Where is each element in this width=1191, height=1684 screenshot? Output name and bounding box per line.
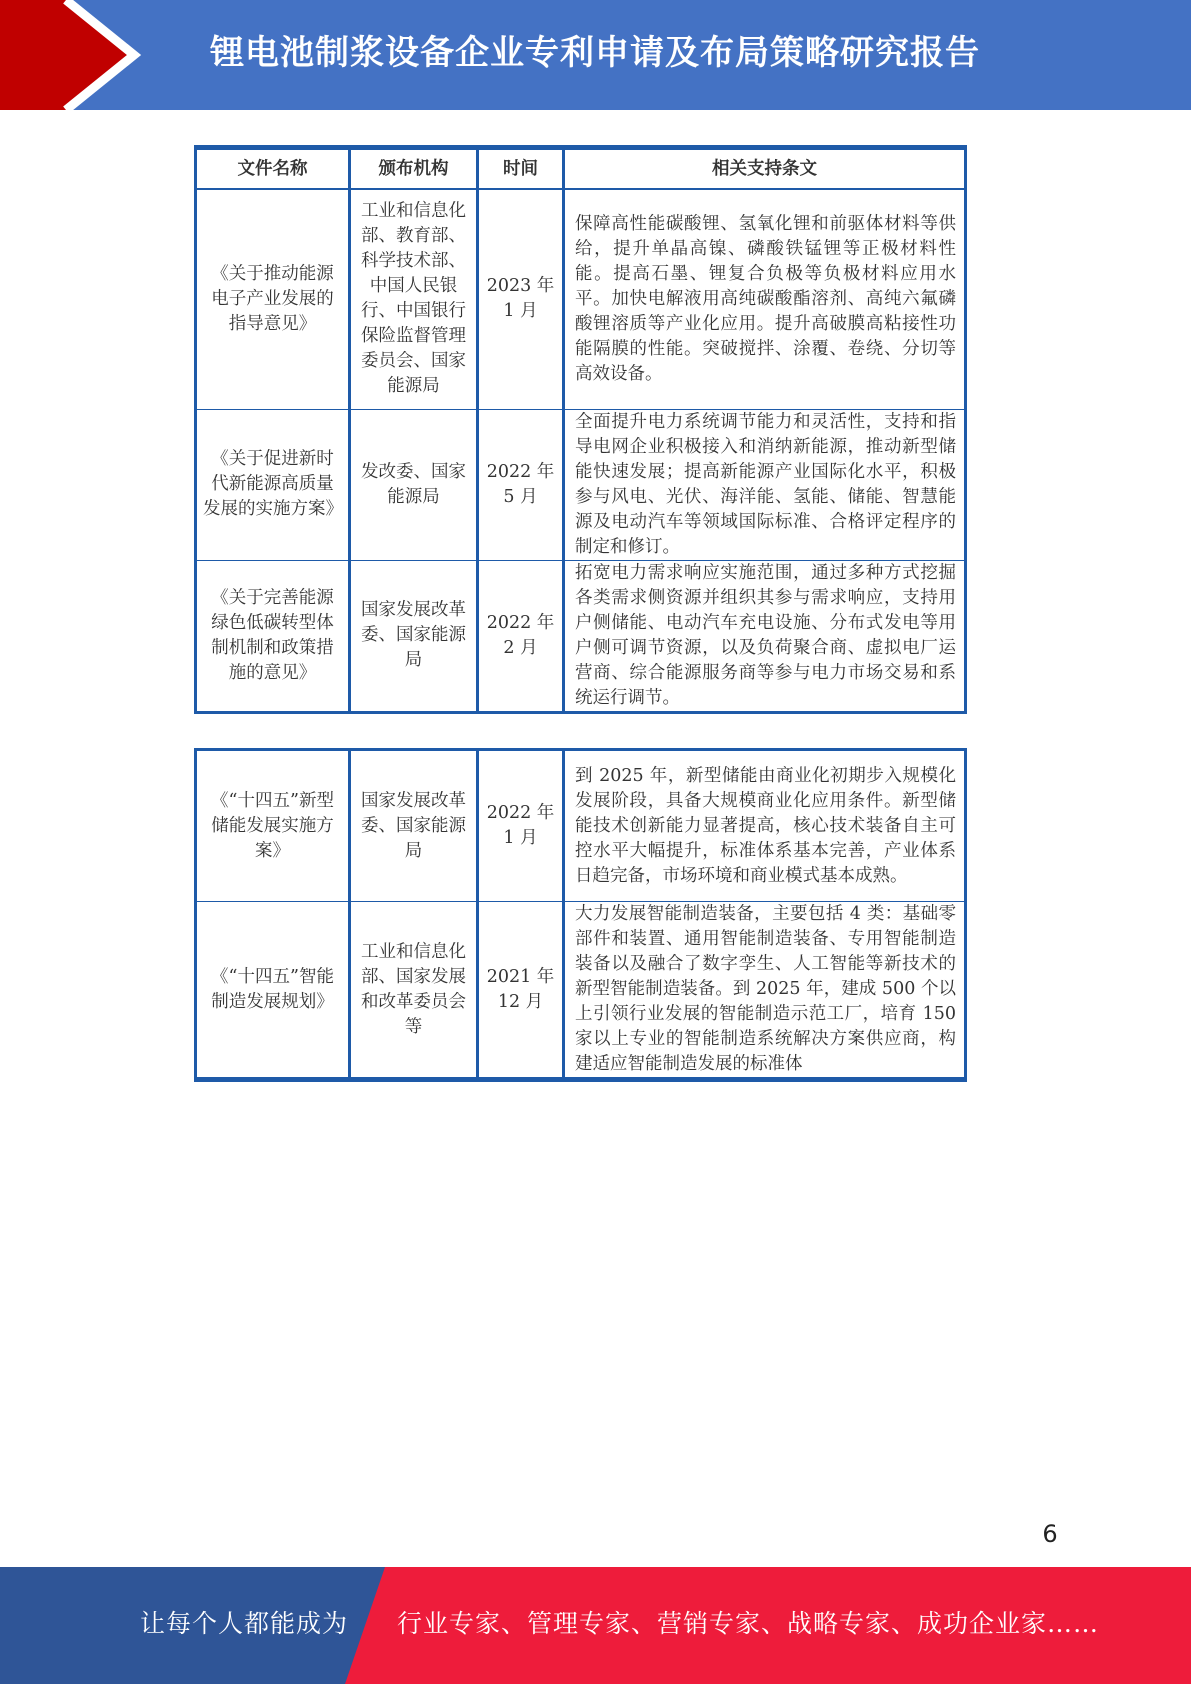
page-number: 6 (1042, 1520, 1058, 1548)
document-name-cell: 《关于促进新时代新能源高质量发展的实施方案》 (196, 409, 350, 560)
agency-cell: 国家发展改革委、国家能源局 (350, 560, 478, 712)
date-cell: 2022 年 1 月 (478, 750, 564, 902)
document-name-cell: 《“十四五”智能制造发展规划》 (196, 902, 350, 1080)
column-header-agency: 颁布机构 (350, 148, 478, 190)
column-header-content: 相关支持条文 (564, 148, 966, 190)
content-cell: 拓宽电力需求响应实施范围，通过多种方式挖掘各类需求侧资源并组织其参与需求响应，支持用户侧储能、电动汽车充电设施、分布式发电等用户侧可调节资源，以及负荷聚合商、虚拟电厂运营商、综合能源服务商等参与电力市场交易和系统运行调节。 (564, 560, 966, 712)
table-row (196, 750, 966, 902)
agency-cell: 工业和信息化部、国家发展和改革委员会等 (350, 902, 478, 1080)
table-header-row (196, 148, 966, 190)
agency-cell: 国家发展改革委、国家能源局 (350, 750, 478, 902)
content-cell: 全面提升电力系统调节能力和灵活性，支持和指导电网企业积极接入和消纳新能源，推动新型储能快速发展；提高新能源产业国际化水平，积极参与风电、光伏、海洋能、氢能、储能、智慧能源及电动汽车等领域国际标准、合格评定程序的制定和修订。 (564, 409, 966, 560)
content-cell: 到 2025 年，新型储能由商业化初期步入规模化发展阶段，具备大规模商业化应用条件。新型储能技术创新能力显著提高，核心技术装备自主可控水平大幅提升，标准体系基本完善，产业体系日趋完备，市场环境和商业模式基本成熟。 (564, 750, 966, 902)
table-row (196, 560, 966, 712)
table-row (196, 409, 966, 560)
header-arrow-decoration (0, 0, 160, 110)
agency-cell: 发改委、国家能源局 (350, 409, 478, 560)
content-cell: 大力发展智能制造装备，主要包括 4 类：基础零部件和装置、通用智能制造装备、专用智能制造装备以及融合了数字孪生、人工智能等新技术的新型智能制造装备。到 2025 年，建成 500 个以上引领行业发展的智能制造示范工厂，培育 150 家以上专业的智能制造系统解决方案供应商，构建适应智能制造发展的标准体 (564, 902, 966, 1080)
page-header (0, 0, 1191, 110)
footer-slogan-left: 让每个人都能成为 (140, 1609, 349, 1638)
date-cell: 2022 年 5 月 (478, 409, 564, 560)
document-name-cell: 《“十四五”新型储能发展实施方案》 (196, 750, 350, 902)
document-name-cell: 《关于推动能源电子产业发展的指导意见》 (196, 189, 350, 409)
policy-table-continued (194, 748, 967, 1082)
page-footer (0, 1567, 1191, 1684)
report-title: 锂电池制浆设备企业专利申请及布局策略研究报告 (210, 33, 980, 73)
content-cell: 保障高性能碳酸锂、氢氧化锂和前驱体材料等供给，提升单晶高镍、磷酸铁锰锂等正极材料性能。提高石墨、锂复合负极等负极材料应用水平。加快电解液用高纯碳酸酯溶剂、高纯六氟磷酸锂溶质等产业化应用。提升高破膜高粘接性功能隔膜的性能。突破搅拌、涂覆、卷绕、分切等高效设备。 (564, 189, 966, 409)
date-cell: 2022 年 2 月 (478, 560, 564, 712)
date-cell: 2023 年 1 月 (478, 189, 564, 409)
date-cell: 2021 年 12 月 (478, 902, 564, 1080)
agency-cell: 工业和信息化部、教育部、科学技术部、中国人民银行、中国银行保险监督管理委员会、国家能源局 (350, 189, 478, 409)
column-header-date: 时间 (478, 148, 564, 190)
footer-slogan-right: 行业专家、管理专家、营销专家、战略专家、成功企业家…… (397, 1609, 1100, 1638)
policy-table (194, 145, 967, 714)
table-row (196, 189, 966, 409)
column-header-name: 文件名称 (196, 148, 350, 190)
table-row (196, 902, 966, 1080)
document-name-cell: 《关于完善能源绿色低碳转型体制机制和政策措施的意见》 (196, 560, 350, 712)
